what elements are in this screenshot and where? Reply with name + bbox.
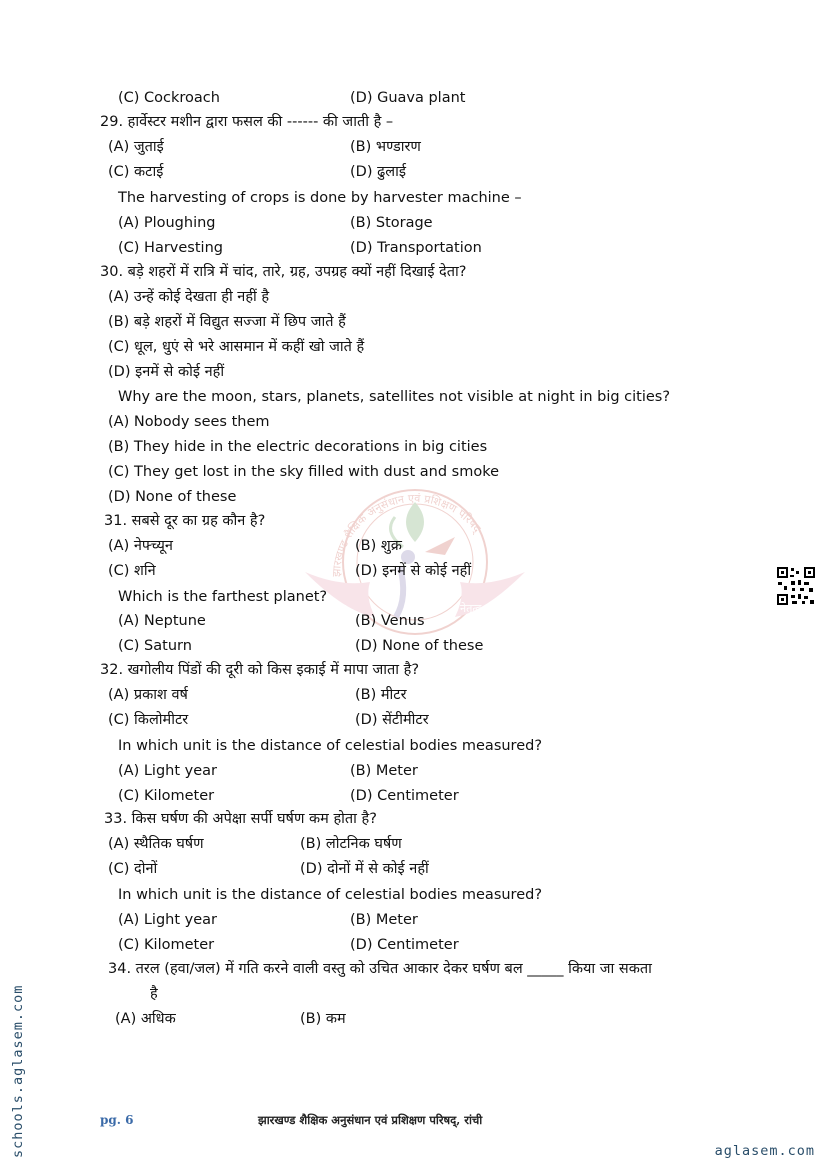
text-line-q34: 34. तरल (हवा/जल) में गति करने वाली वस्तु को उचित आकार देकर घर्षण बल _____ किया जा सकता xyxy=(108,961,652,977)
text-line-q34a: (A) अधिक xyxy=(115,1011,176,1027)
watermark-arc-text: झारखण्ड शैक्षिक अनुसंधान एवं प्रशिक्षण परिषद् xyxy=(329,491,484,578)
text-line-q30e: Why are the moon, stars, planets, satellites not visible at night in big cities? xyxy=(118,389,671,405)
text-line-q32c: (C) किलोमीटर xyxy=(108,712,189,728)
page-number: pg. 6 xyxy=(100,1113,134,1127)
text-line-q29b: (B) भण्डारण xyxy=(350,139,421,155)
text-line-q34b: (B) कम xyxy=(300,1011,346,1027)
side-url-watermark: schools.aglasem.com xyxy=(10,984,26,1158)
text-line-q31c: (C) शनि xyxy=(108,563,156,579)
text-line-q32: 32. खगोलीय पिंडों की दूरी को किस इकाई में मापा जाता है? xyxy=(100,662,420,678)
text-line-q30ed: (D) None of these xyxy=(108,489,237,505)
text-line-q29eb: (B) Storage xyxy=(350,215,433,231)
text-line-q32ec: (C) Kilometer xyxy=(118,788,215,804)
text-line-q31eb: (B) Venus xyxy=(355,613,425,629)
text-line-q31ea: (A) Neptune xyxy=(118,613,206,629)
text-line-q30: 30. बड़े शहरों में रात्रि में चांद, तारे, ग्रह, उपग्रह क्यों नहीं दिखाई देता? xyxy=(100,264,467,280)
text-line-q33ea: (A) Light year xyxy=(118,912,217,928)
text-line-q33b: (B) लोटनिक घर्षण xyxy=(300,836,402,852)
text-line-q33c: (C) दोनों xyxy=(108,861,158,877)
text-line-q32d: (D) सेंटीमीटर xyxy=(355,712,429,728)
text-line-q30ea: (A) Nobody sees them xyxy=(108,414,270,430)
text-line-q32ea: (A) Light year xyxy=(118,763,217,779)
text-line-q29: 29. हार्वेस्टर मशीन द्वारा फसल की ------ की जाती है – xyxy=(100,114,394,130)
text-line-q29ec: (C) Harvesting xyxy=(118,240,223,256)
text-line-q33a: (A) स्थैतिक घर्षण xyxy=(108,836,204,852)
text-line-q29d: (D) ढुलाई xyxy=(350,164,406,180)
text-line-q31e: Which is the farthest planet? xyxy=(118,589,328,605)
text-line-q30c: (C) धूल, धुएं से भरे आसमान में कहीं खो जाते हैं xyxy=(108,339,365,355)
text-line-q30b: (B) बड़े शहरों में विद्युत सज्जा में छिप जाते हैं xyxy=(108,314,346,330)
text-line-q31ed: (D) None of these xyxy=(355,638,484,654)
text-line-q33e: In which unit is the distance of celestial bodies measured? xyxy=(118,887,543,903)
text-line-q30ec: (C) They get lost in the sky filled with dust and smoke xyxy=(108,464,500,480)
text-line-q32b: (B) मीटर xyxy=(355,687,407,703)
text-line-q32eb: (B) Meter xyxy=(350,763,418,779)
text-line-q33ec: (C) Kilometer xyxy=(118,937,215,953)
text-line-q33eb: (B) Meter xyxy=(350,912,418,928)
text-line-q33d: (D) दोनों में से कोई नहीं xyxy=(300,861,429,877)
text-line-l1a: (C) Cockroach xyxy=(118,90,220,106)
text-line-q32e: In which unit is the distance of celestial bodies measured? xyxy=(118,738,543,754)
text-line-q31ec: (C) Saturn xyxy=(118,638,192,654)
text-line-q30eb: (B) They hide in the electric decorations in big cities xyxy=(108,439,488,455)
footer-institution: झारखण्ड शैक्षिक अनुसंधान एवं प्रशिक्षण परिषद्, रांची xyxy=(258,1113,483,1127)
text-line-l1b: (D) Guava plant xyxy=(350,90,466,106)
text-line-q31b: (B) शुक्र xyxy=(355,538,402,554)
text-line-q33: 33. किस घर्षण की अपेक्षा सर्पी घर्षण कम होता है? xyxy=(104,811,377,827)
brand-url[interactable]: aglasem.com xyxy=(714,1143,815,1159)
watermark-right-ribbon: नेतृत्व xyxy=(460,602,482,615)
text-line-q29c: (C) कटाई xyxy=(108,164,164,180)
text-line-q34x: है xyxy=(150,986,158,1002)
text-line-q29e: The harvesting of crops is done by harvester machine – xyxy=(118,190,522,206)
text-line-q30a: (A) उन्हें कोई देखता ही नहीं है xyxy=(108,289,270,305)
text-line-q29ed: (D) Transportation xyxy=(350,240,482,256)
text-line-q32a: (A) प्रकाश वर्ष xyxy=(108,687,188,703)
text-line-q31d: (D) इनमें से कोई नहीं xyxy=(355,563,472,579)
text-line-q29ea: (A) Ploughing xyxy=(118,215,216,231)
text-line-q32ed: (D) Centimeter xyxy=(350,788,459,804)
qr-code-icon[interactable] xyxy=(776,566,816,606)
text-line-q29a: (A) जुताई xyxy=(108,139,164,155)
text-line-q31a: (A) नेफ्च्यून xyxy=(108,538,173,554)
text-line-q30d: (D) इनमें से कोई नहीं xyxy=(108,364,225,380)
text-line-q31: 31. सबसे दूर का ग्रह कौन है? xyxy=(104,513,266,529)
watermark-left-ribbon: ज्ञान xyxy=(330,602,347,615)
text-line-q33ed: (D) Centimeter xyxy=(350,937,459,953)
